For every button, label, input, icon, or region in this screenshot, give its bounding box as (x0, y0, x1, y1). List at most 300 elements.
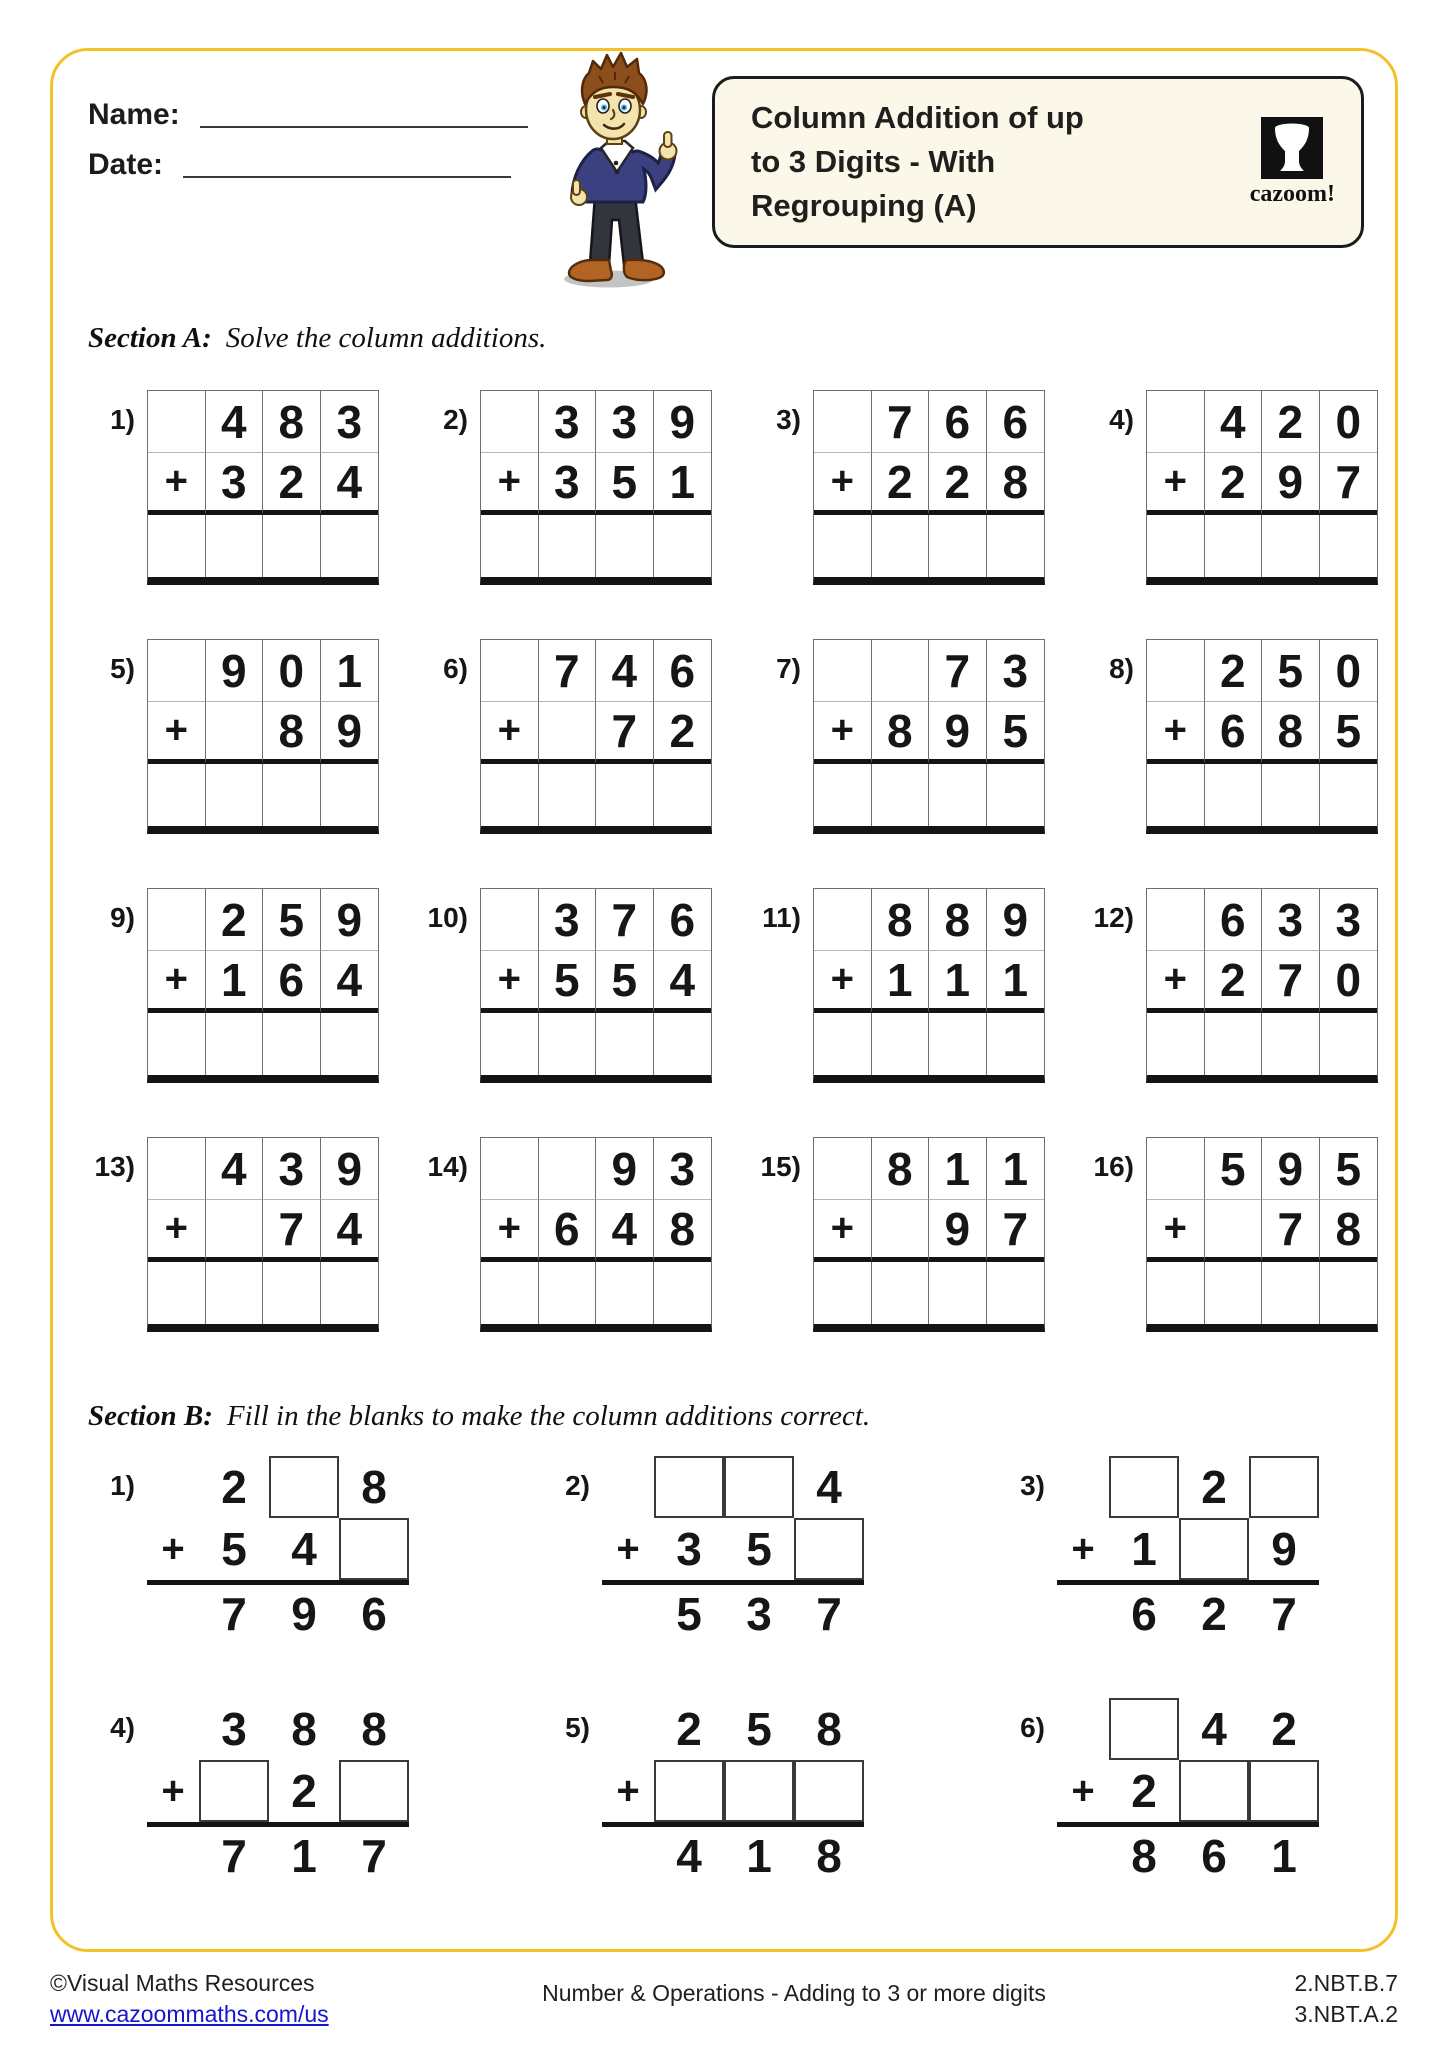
empty-cell (602, 1585, 654, 1643)
addition-block (602, 1698, 864, 1885)
digit-cell: 5 (221, 1523, 247, 1575)
answer-cell (481, 1013, 539, 1075)
answer-cell (1320, 1262, 1378, 1324)
title-line-3: Regrouping (A) (751, 188, 977, 223)
footer-copyright: ©Visual Maths Resources (50, 1970, 315, 1996)
addition-problem (418, 1137, 718, 1332)
plus-sign: + (1071, 1526, 1095, 1571)
plus-sign: + (148, 1200, 206, 1262)
answer-cell (987, 764, 1045, 826)
digit-cell: 4 (1201, 1703, 1227, 1755)
digit-cell: 9 (929, 702, 987, 764)
addition-problem (85, 1698, 430, 1885)
section-b-instruction: Fill in the blanks to make the column additions correct. (226, 1400, 871, 1432)
problem-number: 13) (94, 1151, 135, 1182)
empty-cell (539, 702, 597, 764)
addition-grid (147, 390, 379, 585)
digit-cell: 9 (1271, 1523, 1297, 1575)
footer-left (50, 1968, 410, 2030)
digit-cell: 2 (206, 889, 264, 951)
answer-cell (481, 515, 539, 577)
answer-cell (654, 1013, 712, 1075)
addition-grid (147, 1137, 379, 1332)
name-underline (200, 126, 528, 128)
logo-wordmark: cazoom! (1249, 180, 1335, 207)
plus-sign: + (481, 1200, 539, 1262)
answer-cell (1205, 515, 1263, 577)
digit-cell: 8 (654, 1200, 712, 1262)
problem-number: 11) (762, 902, 801, 933)
djembe-drum-icon (1261, 117, 1323, 179)
answer-cell (263, 515, 321, 577)
digit-cell: 1 (987, 1138, 1045, 1200)
digit-cell: 2 (291, 1765, 317, 1817)
page-footer (50, 1968, 1398, 2030)
digit-cell: 7 (1262, 1200, 1320, 1262)
problem-number: 14) (427, 1151, 468, 1182)
addition-grid (480, 639, 712, 834)
addition-grid (147, 888, 379, 1083)
title-box (712, 76, 1364, 248)
addition-grid (1146, 888, 1378, 1083)
digit-cell: 2 (1201, 1461, 1227, 1513)
answer-cell (814, 1013, 872, 1075)
digit-cell: 8 (361, 1703, 387, 1755)
plus-sign: + (814, 702, 872, 764)
digit-cell: 2 (1205, 951, 1263, 1013)
addition-problem (995, 1698, 1340, 1885)
plus-sign: + (161, 1768, 185, 1813)
digit-cell: 3 (539, 889, 597, 951)
digit-cell: 7 (816, 1588, 842, 1640)
answer-cell (929, 1262, 987, 1324)
answer-cell (263, 1262, 321, 1324)
digit-cell: 7 (221, 1830, 247, 1882)
addition-grid (480, 390, 712, 585)
plus-sign: + (1147, 702, 1205, 764)
plus-sign: + (481, 453, 539, 515)
plus-sign: + (814, 951, 872, 1013)
answer-cell (539, 764, 597, 826)
digit-cell: 7 (539, 640, 597, 702)
answer-cell (1147, 764, 1205, 826)
name-label: Name: (88, 98, 180, 131)
answer-cell (1147, 1262, 1205, 1324)
answer-cell (987, 1262, 1045, 1324)
digit-cell: 3 (263, 1138, 321, 1200)
digit-cell: 3 (676, 1523, 702, 1575)
answer-cell (654, 764, 712, 826)
addition-grid (813, 888, 1045, 1083)
digit-cell: 8 (816, 1830, 842, 1882)
answer-cell (321, 764, 379, 826)
blank-box (1249, 1456, 1319, 1518)
answer-cell (1262, 1262, 1320, 1324)
digit-cell: 2 (1131, 1765, 1157, 1817)
digit-cell: 2 (1205, 453, 1263, 515)
digit-cell: 2 (929, 453, 987, 515)
empty-cell (1147, 1138, 1205, 1200)
answer-cell (206, 515, 264, 577)
answer-cell (1147, 1013, 1205, 1075)
answer-cell (1205, 1013, 1263, 1075)
plus-sign: + (161, 1526, 185, 1571)
digit-cell: 8 (872, 702, 930, 764)
digit-cell: 0 (263, 640, 321, 702)
blank-box (724, 1760, 794, 1822)
answer-cell (1262, 1013, 1320, 1075)
section-b-heading-row (88, 1400, 870, 1433)
answer-cell (206, 764, 264, 826)
problem-number: 3) (776, 404, 801, 435)
digit-cell: 6 (361, 1588, 387, 1640)
boy-mascot-illustration (548, 50, 690, 290)
digit-cell: 7 (361, 1830, 387, 1882)
digit-cell: 4 (816, 1461, 842, 1513)
digit-cell: 5 (987, 702, 1045, 764)
answer-cell (929, 764, 987, 826)
problem-number: 5) (565, 1712, 590, 1743)
answer-cell (539, 1262, 597, 1324)
blank-box (1179, 1518, 1249, 1580)
plus-sign: + (481, 951, 539, 1013)
section-b-problems (85, 1456, 1340, 1885)
answer-cell (481, 1262, 539, 1324)
empty-cell (481, 640, 539, 702)
blank-box (199, 1760, 269, 1822)
digit-cell: 2 (1262, 391, 1320, 453)
digit-cell: 5 (746, 1703, 772, 1755)
problem-number: 3) (1020, 1470, 1045, 1501)
addition-problem (418, 888, 718, 1083)
digit-cell: 1 (654, 453, 712, 515)
answer-cell (206, 1262, 264, 1324)
answer-cell (148, 1262, 206, 1324)
digit-cell: 1 (206, 951, 264, 1013)
addition-block (147, 1698, 409, 1885)
answer-cell (596, 1262, 654, 1324)
digit-cell: 5 (596, 453, 654, 515)
problem-number: 2) (565, 1470, 590, 1501)
digit-cell: 0 (1320, 391, 1378, 453)
problem-number: 5) (110, 653, 135, 684)
addition-problem (540, 1456, 885, 1643)
digit-cell: 5 (676, 1588, 702, 1640)
standard-code-2: 3.NBT.A.2 (1294, 2001, 1398, 2028)
date-underline (183, 176, 511, 178)
problem-number: 12) (1093, 902, 1134, 933)
digit-cell: 3 (746, 1588, 772, 1640)
digit-cell: 9 (596, 1138, 654, 1200)
plus-sign: + (814, 453, 872, 515)
problem-number: 6) (443, 653, 468, 684)
answer-cell (148, 1013, 206, 1075)
digit-cell: 1 (872, 951, 930, 1013)
empty-cell (1147, 889, 1205, 951)
digit-cell: 3 (987, 640, 1045, 702)
problem-number: 2) (443, 404, 468, 435)
empty-cell (206, 1200, 264, 1262)
plus-sign: + (616, 1526, 640, 1571)
blank-box (339, 1518, 409, 1580)
digit-cell: 6 (1201, 1830, 1227, 1882)
digit-cell: 2 (654, 702, 712, 764)
answer-cell (148, 764, 206, 826)
empty-cell (147, 1827, 199, 1885)
digit-cell: 2 (1205, 640, 1263, 702)
empty-cell (148, 889, 206, 951)
plus-sign: + (814, 1200, 872, 1262)
plus-sign: + (148, 951, 206, 1013)
digit-cell: 9 (206, 640, 264, 702)
digit-cell: 5 (1205, 1138, 1263, 1200)
digit-cell: 3 (1262, 889, 1320, 951)
plus-sign: + (1071, 1768, 1095, 1813)
addition-block (147, 1456, 409, 1643)
plus-sign: + (1147, 951, 1205, 1013)
digit-cell: 8 (1262, 702, 1320, 764)
empty-cell (1057, 1456, 1109, 1518)
answer-cell (321, 1262, 379, 1324)
digit-cell: 3 (654, 1138, 712, 1200)
answer-cell (654, 515, 712, 577)
answer-cell (929, 1013, 987, 1075)
addition-problem (1084, 1137, 1384, 1332)
addition-grid (147, 639, 379, 834)
digit-cell: 1 (929, 951, 987, 1013)
digit-cell: 0 (1320, 951, 1378, 1013)
empty-cell (1057, 1698, 1109, 1760)
answer-cell (1205, 764, 1263, 826)
answer-cell (596, 1013, 654, 1075)
answer-cell (321, 1013, 379, 1075)
answer-cell (987, 515, 1045, 577)
answer-cell (539, 1013, 597, 1075)
plus-sign: + (1147, 1200, 1205, 1262)
footer-standards (1178, 1968, 1398, 2030)
footer-link[interactable]: www.cazoommaths.com/us (50, 2001, 329, 2028)
digit-cell: 7 (221, 1588, 247, 1640)
digit-cell: 1 (1271, 1830, 1297, 1882)
digit-cell: 6 (1205, 889, 1263, 951)
digit-cell: 2 (221, 1461, 247, 1513)
addition-block (1057, 1698, 1319, 1885)
name-field-row (88, 98, 528, 132)
digit-cell: 2 (1271, 1703, 1297, 1755)
problem-number: 10) (427, 902, 468, 933)
blank-box (339, 1760, 409, 1822)
title-line-2: to 3 Digits - With (751, 143, 996, 179)
empty-cell (206, 702, 264, 764)
digit-cell: 8 (361, 1461, 387, 1513)
addition-grid (480, 1137, 712, 1332)
empty-cell (1057, 1585, 1109, 1643)
problem-number: 16) (1093, 1151, 1134, 1182)
answer-cell (206, 1013, 264, 1075)
addition-problem (540, 1698, 885, 1885)
empty-cell (481, 1138, 539, 1200)
digit-cell: 8 (1131, 1830, 1157, 1882)
title-line-1: Column Addition of up (751, 99, 1084, 135)
addition-grid (1146, 639, 1378, 834)
digit-cell: 7 (263, 1200, 321, 1262)
answer-cell (814, 764, 872, 826)
answer-cell (596, 764, 654, 826)
digit-cell: 1 (746, 1830, 772, 1882)
addition-grid (1146, 1137, 1378, 1332)
digit-cell: 9 (1262, 1138, 1320, 1200)
empty-cell (602, 1456, 654, 1518)
answer-cell (539, 515, 597, 577)
digit-cell: 9 (291, 1588, 317, 1640)
answer-cell (872, 1262, 930, 1324)
empty-cell (1147, 640, 1205, 702)
digit-cell: 9 (321, 1138, 379, 1200)
digit-cell: 4 (676, 1830, 702, 1882)
digit-cell: 6 (1131, 1588, 1157, 1640)
answer-cell (596, 515, 654, 577)
date-field-row (88, 148, 511, 182)
digit-cell: 3 (206, 453, 264, 515)
empty-cell (602, 1698, 654, 1760)
addition-problem (751, 390, 1051, 585)
blank-box (794, 1760, 864, 1822)
addition-problem (85, 1456, 430, 1643)
digit-cell: 1 (1131, 1523, 1157, 1575)
digit-cell: 5 (539, 951, 597, 1013)
addition-problem (85, 639, 385, 834)
answer-cell (872, 764, 930, 826)
digit-cell: 4 (321, 1200, 379, 1262)
digit-cell: 3 (596, 391, 654, 453)
empty-cell (814, 889, 872, 951)
digit-cell: 7 (1271, 1588, 1297, 1640)
digit-cell: 5 (263, 889, 321, 951)
answer-cell (148, 515, 206, 577)
plus-sign: + (1147, 453, 1205, 515)
plus-sign: + (616, 1768, 640, 1813)
blank-box (1179, 1760, 1249, 1822)
digit-cell: 4 (291, 1523, 317, 1575)
digit-cell: 1 (321, 640, 379, 702)
digit-cell: 8 (872, 1138, 930, 1200)
digit-cell: 2 (676, 1703, 702, 1755)
addition-grid (813, 390, 1045, 585)
addition-problem (751, 1137, 1051, 1332)
answer-cell (1320, 1013, 1378, 1075)
digit-cell: 4 (206, 1138, 264, 1200)
addition-block (1057, 1456, 1319, 1643)
digit-cell: 3 (539, 453, 597, 515)
digit-cell: 5 (746, 1523, 772, 1575)
empty-cell (1147, 391, 1205, 453)
answer-cell (814, 515, 872, 577)
digit-cell: 5 (1262, 640, 1320, 702)
plus-sign: + (481, 702, 539, 764)
addition-problem (418, 390, 718, 585)
empty-cell (814, 640, 872, 702)
digit-cell: 3 (1320, 889, 1378, 951)
empty-cell (147, 1585, 199, 1643)
empty-cell (148, 1138, 206, 1200)
digit-cell: 4 (1205, 391, 1263, 453)
digit-cell: 9 (321, 702, 379, 764)
digit-cell: 8 (291, 1703, 317, 1755)
answer-cell (987, 1013, 1045, 1075)
empty-cell (147, 1698, 199, 1760)
empty-cell (872, 1200, 930, 1262)
digit-cell: 4 (596, 1200, 654, 1262)
blank-box (794, 1518, 864, 1580)
blank-box (1109, 1698, 1179, 1760)
answer-cell (929, 515, 987, 577)
empty-cell (539, 1138, 597, 1200)
digit-cell: 2 (872, 453, 930, 515)
digit-cell: 2 (1201, 1588, 1227, 1640)
addition-problem (751, 888, 1051, 1083)
empty-cell (1057, 1827, 1109, 1885)
problem-number: 8) (1109, 653, 1134, 684)
empty-cell (148, 391, 206, 453)
digit-cell: 8 (987, 453, 1045, 515)
answer-cell (263, 764, 321, 826)
addition-grid (813, 1137, 1045, 1332)
blank-box (269, 1456, 339, 1518)
digit-cell: 3 (221, 1703, 247, 1755)
answer-cell (321, 515, 379, 577)
digit-cell: 5 (1320, 702, 1378, 764)
problem-number: 4) (110, 1712, 135, 1743)
digit-cell: 5 (596, 951, 654, 1013)
addition-problem (85, 1137, 385, 1332)
worksheet-title (715, 96, 1191, 228)
digit-cell: 6 (1205, 702, 1263, 764)
addition-problem (751, 639, 1051, 834)
digit-cell: 8 (263, 391, 321, 453)
empty-cell (872, 640, 930, 702)
empty-cell (481, 889, 539, 951)
digit-cell: 3 (321, 391, 379, 453)
digit-cell: 9 (987, 889, 1045, 951)
digit-cell: 6 (654, 640, 712, 702)
digit-cell: 6 (539, 1200, 597, 1262)
addition-problem (85, 390, 385, 585)
answer-cell (872, 515, 930, 577)
digit-cell: 7 (987, 1200, 1045, 1262)
plus-sign: + (148, 453, 206, 515)
digit-cell: 9 (1262, 453, 1320, 515)
digit-cell: 7 (596, 702, 654, 764)
digit-cell: 5 (1320, 1138, 1378, 1200)
answer-cell (1320, 764, 1378, 826)
section-a-heading: Section A: (88, 322, 212, 354)
digit-cell: 6 (263, 951, 321, 1013)
digit-cell: 8 (929, 889, 987, 951)
answer-cell (1320, 515, 1378, 577)
digit-cell: 7 (596, 889, 654, 951)
problem-number: 1) (110, 404, 135, 435)
digit-cell: 0 (1320, 640, 1378, 702)
digit-cell: 1 (929, 1138, 987, 1200)
answer-cell (1262, 764, 1320, 826)
digit-cell: 7 (872, 391, 930, 453)
empty-cell (148, 640, 206, 702)
section-a-heading-row (88, 322, 546, 355)
answer-cell (1205, 1262, 1263, 1324)
digit-cell: 1 (291, 1830, 317, 1882)
digit-cell: 6 (654, 889, 712, 951)
addition-problem (1084, 639, 1384, 834)
